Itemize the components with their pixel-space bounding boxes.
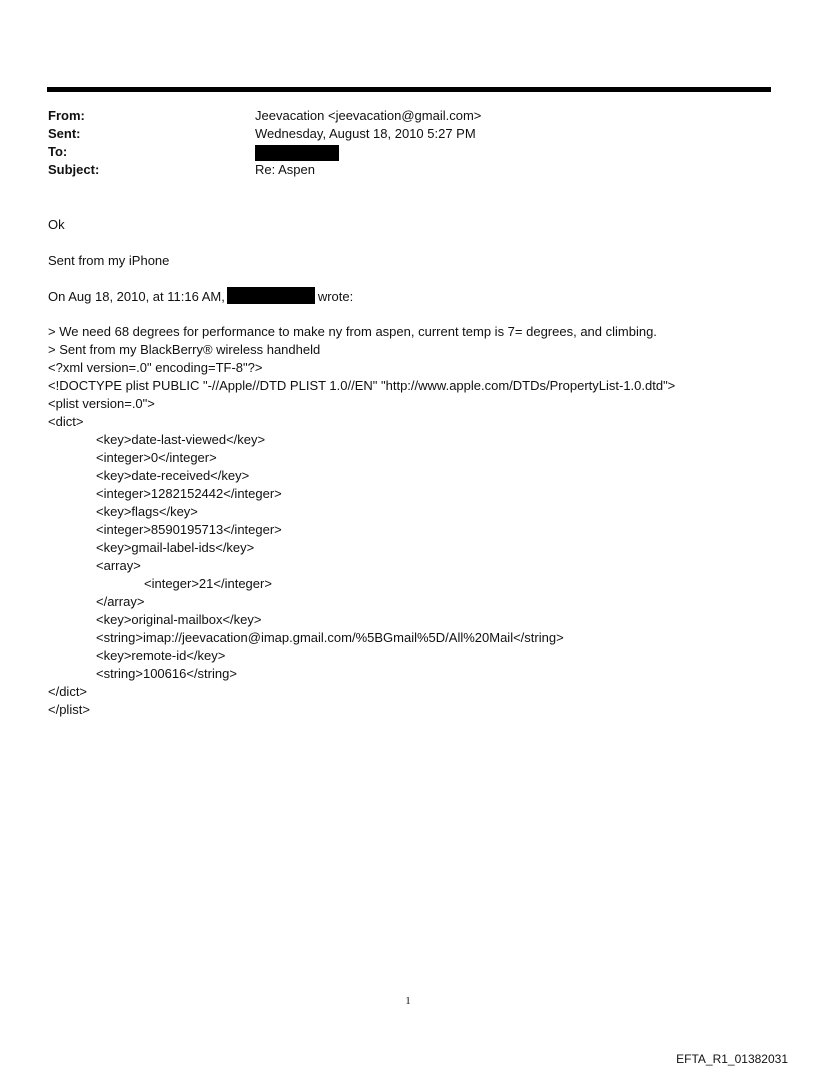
bates-number: EFTA_R1_01382031 [676, 1052, 788, 1066]
quoted-line: <integer>1282152442</integer> [96, 486, 282, 501]
quoted-line: > We need 68 degrees for performance to make ny from aspen, current temp is 7= degrees, and climbing. [48, 324, 657, 339]
from-row [48, 107, 748, 125]
from-label: From: [48, 108, 85, 123]
quoted-line: <key>original-mailbox</key> [96, 612, 262, 627]
to-row [48, 143, 748, 161]
quoted-line: </array> [96, 594, 145, 609]
sent-row [48, 125, 748, 143]
quoted-line: <string>100616</string> [96, 666, 237, 681]
to-redaction [255, 145, 339, 161]
to-value [255, 143, 748, 161]
quoted-line: <!DOCTYPE plist PUBLIC "-//Apple//DTD PLIST 1.0//EN" "http://www.apple.com/DTDs/PropertyList-1.0.dtd"> [48, 378, 676, 393]
quoted-line: <integer>8590195713</integer> [96, 522, 282, 537]
quote-attribution-prefix: On Aug 18, 2010, at 11:16 AM, [48, 289, 225, 304]
header-rule [47, 87, 771, 92]
to-label: To: [48, 144, 68, 159]
quoted-line: <key>gmail-label-ids</key> [96, 540, 255, 555]
quote-attribution [48, 287, 788, 306]
quoted-line: <key>remote-id</key> [96, 648, 226, 663]
quoted-line: > Sent from my BlackBerry® wireless handheld [48, 342, 321, 357]
quote-attribution-suffix: wrote: [317, 289, 354, 304]
quoted-line: </plist> [48, 702, 90, 717]
reply-signature: Sent from my iPhone [48, 253, 170, 268]
reply-text: Ok [48, 217, 65, 232]
quoted-line: <key>date-received</key> [96, 468, 250, 483]
sent-label: Sent: [48, 126, 81, 141]
quoted-line: <integer>0</integer> [96, 450, 217, 465]
subject-row [48, 161, 748, 179]
quoted-line: <array> [96, 558, 141, 573]
subject-value: Re: Aspen [255, 162, 315, 177]
quoted-line: <dict> [48, 414, 84, 429]
sender-redaction [227, 287, 315, 304]
quoted-line: <string>imap://jeevacation@imap.gmail.com/%5BGmail%5D/All%20Mail</string> [96, 630, 564, 645]
sent-value: Wednesday, August 18, 2010 5:27 PM [255, 126, 476, 141]
from-value: Jeevacation <jeevacation@gmail.com> [255, 108, 482, 123]
quoted-message [48, 323, 788, 719]
quoted-line: <key>flags</key> [96, 504, 198, 519]
quoted-line: </dict> [48, 684, 88, 699]
subject-label: Subject: [48, 162, 100, 177]
quoted-line: <key>date-last-viewed</key> [96, 432, 266, 447]
quoted-line: <?xml version=.0" encoding=TF-8"?> [48, 360, 263, 375]
email-header [48, 107, 748, 179]
quoted-line: <integer>21</integer> [144, 576, 272, 591]
quoted-line: <plist version=.0"> [48, 396, 155, 411]
page-number: 1 [405, 995, 411, 1007]
